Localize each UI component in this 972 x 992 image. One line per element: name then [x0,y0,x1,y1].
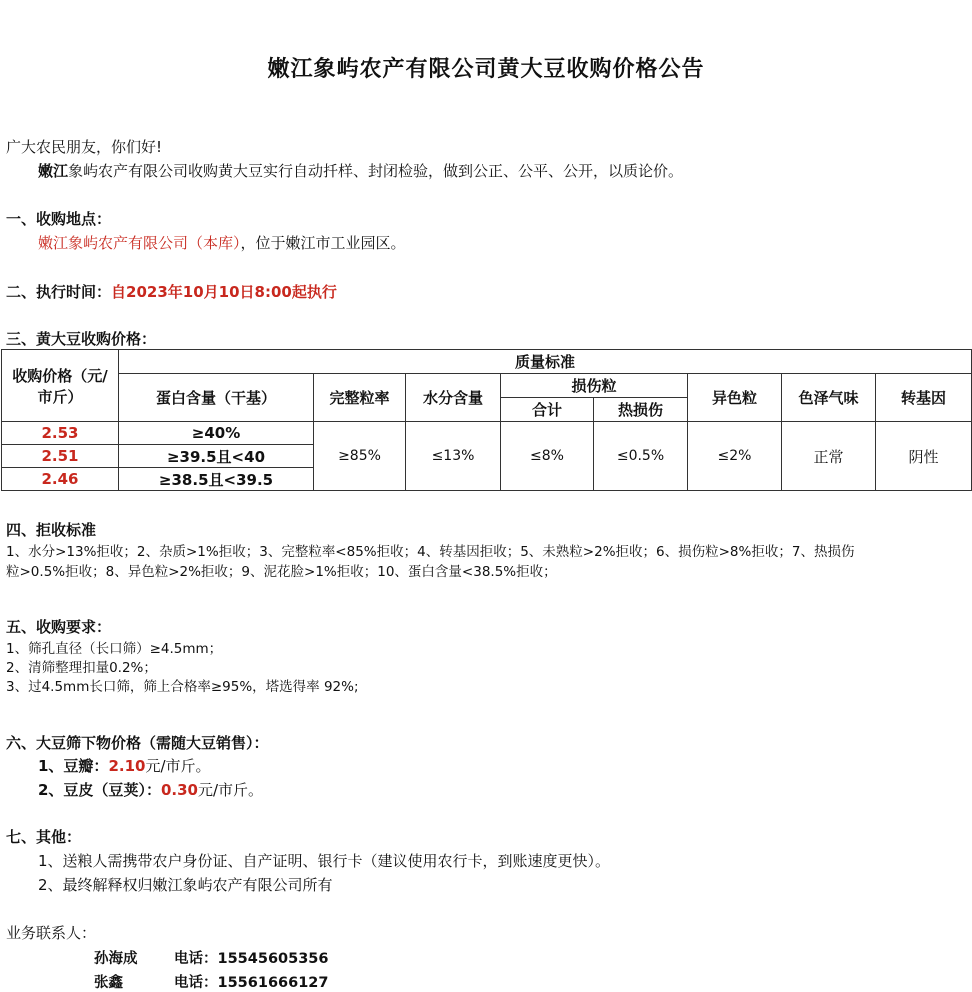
color-smell-header: 色泽气味 [782,374,876,422]
price-cell: 2.46 [2,468,119,491]
section1-body [38,233,406,253]
purchase-place: 嫩江象屿农产有限公司（本库） [38,234,241,252]
contacts-label: 业务联系人： [6,924,97,942]
other-item: 1、送粮人需携带农户身份证、自产证明、银行卡（建议使用农行卡，到账速度更快）。 [38,852,611,870]
section2-heading-line [6,282,337,302]
rejection-line-2: 粒>0.5%拒收；8、异色粒>2%拒收；9、泥花脸>1%拒收；10、蛋白含量<38.5%拒收； [6,564,557,580]
price-cell: 2.51 [2,445,119,468]
section5-heading: 五、收购要求： [6,618,112,636]
byproduct-price: 0.30 [160,781,198,799]
purchase-place-rest: ，位于嫩江市工业园区。 [240,234,406,252]
requirement-item: 1、筛孔直径（长口筛）≥4.5mm； [6,641,223,657]
foreign-color-value: ≤2% [688,422,782,491]
section3-heading: 三、黄大豆收购价格： [6,330,157,348]
protein-cell: ≥40% [119,422,314,445]
heat-damage-header: 热损伤 [594,398,688,422]
section4-heading: 四、拒收标准 [6,521,97,539]
greeting: 广大农民朋友，你们好! [6,138,163,156]
rejection-line-1: 1、水分>13%拒收；2、杂质>1%拒收；3、完整粒率<85%拒收；4、转基因拒收；5、未熟粒>2%拒收；6、损伤粒>8%拒收；7、热损伤 [6,544,855,560]
page-title: 嫩江象屿农产有限公司黄大豆收购价格公告 [267,57,705,82]
protein-cell: ≥38.5且<39.5 [119,468,314,491]
byproduct-label: 2、豆皮（豆荚）： [38,781,161,799]
byproduct-price: 2.10 [108,757,146,775]
heat-damage-value: ≤0.5% [594,422,688,491]
color-smell-value: 正常 [782,422,876,491]
byproduct-item-1 [38,756,211,776]
damaged-total-value: ≤8% [501,422,594,491]
execution-time: 自2023年10月10日8:00起执行 [111,283,337,301]
damaged-grain-header: 损伤粒 [501,374,688,398]
requirement-item: 3、过4.5mm长口筛，筛上合格率≥95%，塔选得率 92%; [6,679,359,695]
contact-phone: 电话：15545605356 [174,951,329,967]
byproduct-label: 1、豆瓣： [38,757,109,775]
moisture-header: 水分含量 [406,374,501,422]
byproduct-unit: 元/市斤。 [145,757,211,775]
quality-standard-header: 质量标准 [119,350,972,374]
intact-rate-value: ≥85% [314,422,406,491]
protein-header: 蛋白含量（干基） [119,374,314,422]
gmo-header: 转基因 [876,374,972,422]
price-table [1,349,972,491]
foreign-color-header: 异色粒 [688,374,782,422]
contact-phone: 电话：15561666127 [174,975,329,991]
damaged-total-header: 合计 [501,398,594,422]
section7-heading: 七、其他： [6,828,82,846]
requirement-item: 2、清筛整理扣量0.2%； [6,660,157,676]
intro-text: 象屿农产有限公司收购黄大豆实行自动扦样、封闭检验，做到公正、公平、公开，以质论价。 [68,162,684,180]
section1-heading: 一、收购地点： [6,210,112,228]
price-cell: 2.53 [2,422,119,445]
gmo-value: 阴性 [876,422,972,491]
contact-name: 张鑫 [94,975,123,991]
moisture-value: ≤13% [406,422,501,491]
byproduct-unit: 元/市斤。 [197,781,264,799]
contact-name: 孙海成 [94,951,138,967]
intact-rate-header: 完整粒率 [314,374,406,422]
intro-lead: 嫩江 [38,162,69,180]
section2-heading: 二、执行时间： [6,283,112,301]
byproduct-item-2 [38,780,263,800]
protein-cell: ≥39.5且<40 [119,445,314,468]
other-item: 2、最终解释权归嫩江象屿农产有限公司所有 [38,876,333,894]
section6-heading: 六、大豆筛下物价格（需随大豆销售）： [6,734,269,752]
intro-paragraph [38,161,683,181]
price-header: 收购价格（元/市斤） [2,350,119,422]
